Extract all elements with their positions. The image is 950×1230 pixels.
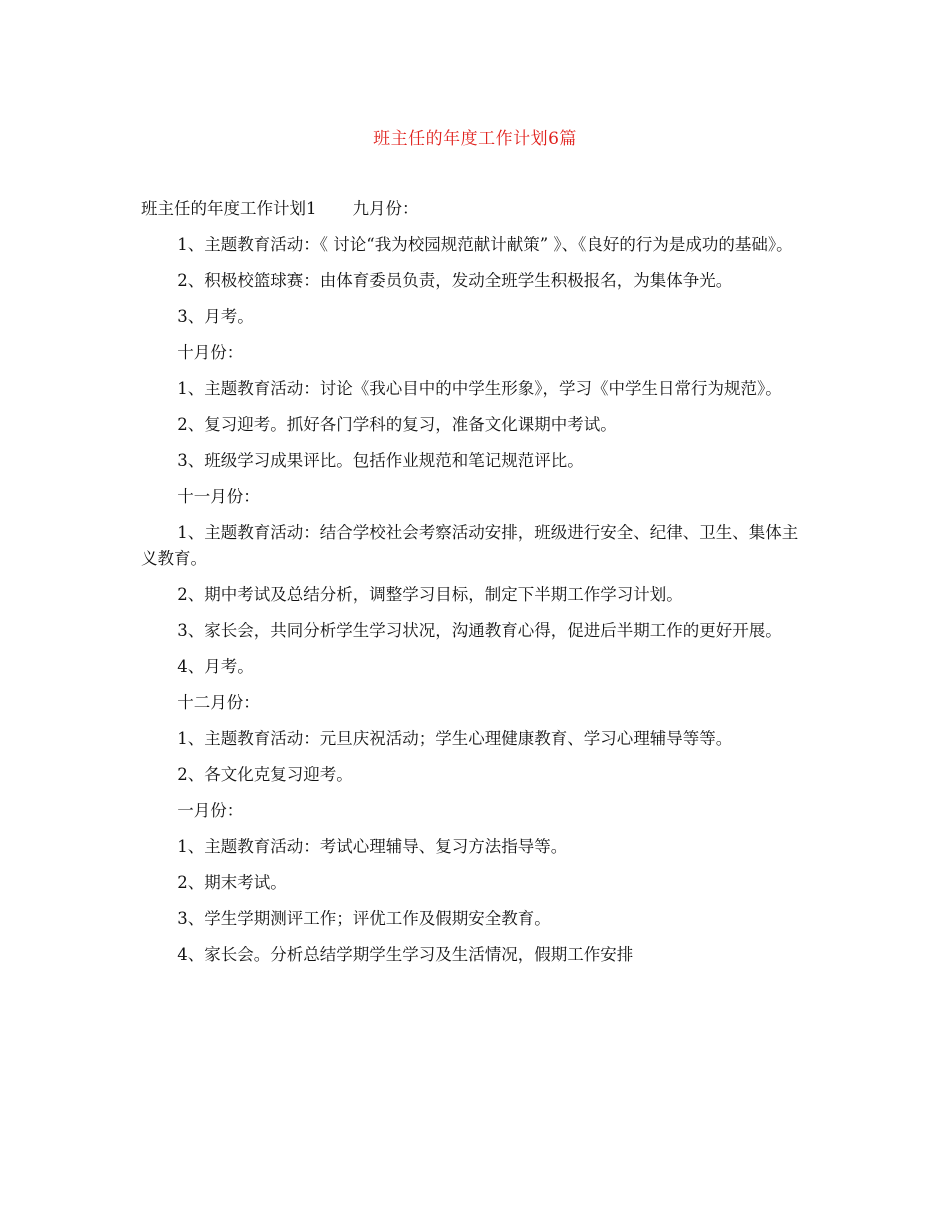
paragraph: 2、各文化克复习迎考。 [177,765,353,784]
section-heading [141,196,813,222]
paragraph: 1、主题教育活动：元旦庆祝活动；学生心理健康教育、学习心理辅导等等。 [177,729,733,748]
paragraph: 2、期末考试。 [177,873,287,892]
paragraph: 2、复习迎考。抓好各门学科的复习，准备文化课期中考试。 [177,415,617,434]
paragraph: 1、主题教育活动：考试心理辅导、复习方法指导等。 [177,837,568,856]
paragraph: 4、月考。 [177,657,254,676]
paragraph: 3、学生学期测评工作；评优工作及假期安全教育。 [177,909,551,928]
paragraph: 1、主题教育活动：讨论《我心目中的中学生形象》，学习《中学生日常行为规范》。 [177,379,782,398]
paragraph: 3、家长会，共同分析学生学习状况，沟通教育心得，促进后半期工作的更好开展。 [177,621,782,640]
paragraph: 2、积极校篮球赛：由体育委员负责，发动全班学生积极报名，为集体争光。 [177,271,733,290]
paragraph: 1、主题教育活动：《 讨论“我为校园规范献计献策” 》、《良好的行为是成功的基础》。 [177,235,793,254]
document-body [141,196,813,978]
document-title: 班主任的年度工作计划6篇 [373,129,577,149]
plan-heading: 班主任的年度工作计划1 [141,199,317,218]
month-heading: 十二月份： [177,693,260,712]
paragraph: 3、班级学习成果评比。包括作业规范和笔记规范评比。 [177,451,584,470]
month-heading: 十一月份： [177,487,260,506]
month-heading: 九月份： [352,199,419,218]
month-heading: 一月份： [177,801,244,820]
paragraph: 4、家长会。分析总结学期学生学习及生活情况，假期工作安排 [177,945,634,964]
paragraph: 1、主题教育活动：结合学校社会考察活动安排，班级进行安全、纪律、卫生、集体主义教育。 [141,523,799,568]
paragraph: 2、期中考试及总结分析，调整学习目标，制定下半期工作学习计划。 [177,585,683,604]
month-heading: 十月份： [177,343,244,362]
paragraph: 3、月考。 [177,307,254,326]
